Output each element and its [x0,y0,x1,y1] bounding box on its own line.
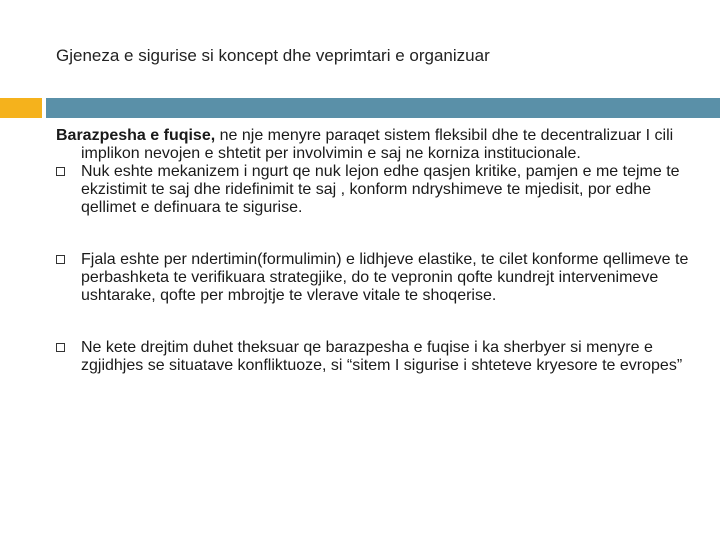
header-bar [46,98,720,118]
square-bullet-icon [56,255,65,264]
bullet-text-2: Fjala eshte per ndertimin(formulimin) e lidhjeve elastike, te cilet konforme qellimeve te perbashketa te verifikuara strategjike, do te vepronin qofte kundrejt intervenimeve ushtarake, qofte per mbrojtje te vlerave vitale te shoqerise. [81,251,689,304]
bullet-text-1: Nuk eshte mekanizem i ngurt qe nuk lejon edhe qasjen kritike, pamjen e me tejme te ekzistimit te saj dhe ridefinimit te saj , konform ndryshimeve te mjedisit, por edhe qellimet e definuara te sigurise. [81,163,680,216]
lead-paragraph [56,127,696,163]
lead-bold-term: Barazpesha e fuqise, [56,127,216,144]
slide-title: Gjeneza e sigurise si koncept dhe veprimtari e organizuar [56,46,490,65]
square-bullet-icon [56,343,65,352]
slide-content [56,127,696,375]
bullet-item-2 [56,251,696,305]
bullet-item-1 [56,163,696,217]
bullet-text-3: Ne kete drejtim duhet theksuar qe barazpesha e fuqise i ka sherbyer si menyre e zgjidhjes se situatave konfliktuoze, si “sitem I sigurise i shteteve kryesore te evropes” [81,339,683,374]
lead-text: ne nje menyre paraqet sistem fleksibil dhe te decentralizuar I cili implikon nevojen e shtetit per involvimin e saj ne korniza institucionale. [81,127,674,162]
accent-bar [0,98,42,118]
square-bullet-icon [56,167,65,176]
bullet-item-3 [56,339,696,375]
